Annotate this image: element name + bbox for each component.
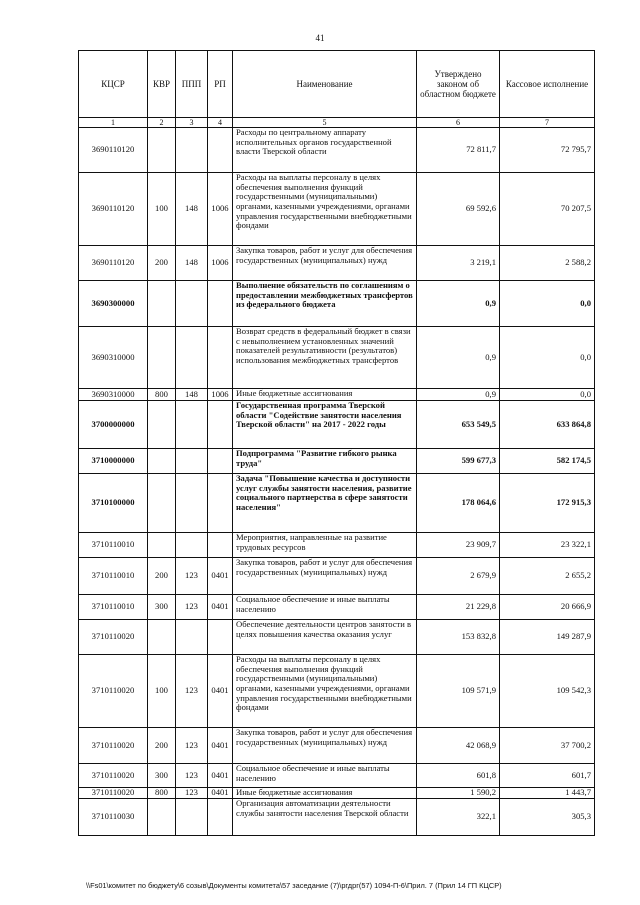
table-row [79,728,595,764]
executed-amount-cell: 2 655,2 [500,558,595,595]
approved-amount-cell: 0,9 [417,281,500,327]
approved-amount-cell: 0,9 [417,389,500,401]
header-ppp: ППП [176,51,208,118]
executed-amount-cell: 2 588,2 [500,246,595,281]
rp-cell: 0401 [208,558,233,595]
approved-amount-cell: 653 549,5 [417,401,500,449]
name-cell: Расходы по центральному аппарату исполнительных органов государственной власти Тверской области [233,128,417,173]
ppp-cell: 148 [176,389,208,401]
approved-amount-cell: 69 592,6 [417,173,500,246]
approved-amount-cell: 21 229,8 [417,595,500,620]
executed-amount-cell: 172 915,3 [500,474,595,533]
ppp-cell: 148 [176,246,208,281]
rp-cell [208,401,233,449]
kcsr-cell: 3710110010 [79,558,148,595]
ppp-cell [176,281,208,327]
kvr-cell [148,799,176,836]
header-rp: РП [208,51,233,118]
kcsr-cell: 3690110120 [79,128,148,173]
column-number: 2 [148,118,176,128]
kcsr-cell: 3700000000 [79,401,148,449]
header-kvr: КВР [148,51,176,118]
approved-amount-cell: 1 590,2 [417,788,500,799]
table-row [79,327,595,389]
kcsr-cell: 3710110020 [79,728,148,764]
kvr-cell: 300 [148,764,176,788]
page-number: 41 [315,33,325,43]
header-approved: Утверждено законом об областном бюджете [417,51,500,118]
executed-amount-cell: 0,0 [500,281,595,327]
approved-amount-cell: 109 571,9 [417,655,500,728]
approved-amount-cell: 178 064,6 [417,474,500,533]
executed-amount-cell: 149 287,9 [500,620,595,655]
kcsr-cell: 3690300000 [79,281,148,327]
executed-amount-cell: 20 666,9 [500,595,595,620]
header-executed: Кассовое исполнение [500,51,595,118]
ppp-cell: 123 [176,764,208,788]
kvr-cell [148,401,176,449]
kvr-cell [148,449,176,474]
kcsr-cell: 3710110020 [79,620,148,655]
ppp-cell: 148 [176,173,208,246]
executed-amount-cell: 70 207,5 [500,173,595,246]
approved-amount-cell: 599 677,3 [417,449,500,474]
budget-table [78,50,595,836]
approved-amount-cell: 153 832,8 [417,620,500,655]
rp-cell: 0401 [208,788,233,799]
kvr-cell: 800 [148,788,176,799]
executed-amount-cell: 109 542,3 [500,655,595,728]
kcsr-cell: 3690310000 [79,389,148,401]
rp-cell: 1006 [208,173,233,246]
column-number: 6 [417,118,500,128]
kvr-cell: 100 [148,655,176,728]
name-cell: Организация автоматизации деятельности службы занятости населения Тверской области [233,799,417,836]
kcsr-cell: 3710100000 [79,474,148,533]
table-row [79,595,595,620]
approved-amount-cell: 322,1 [417,799,500,836]
ppp-cell [176,620,208,655]
kcsr-cell: 3710110010 [79,595,148,620]
name-cell: Расходы на выплаты персоналу в целях обеспечения выполнения функций государственными (муниципальными) органами, казенными учреждениями, органами управления государственными внебюджетными фондами [233,655,417,728]
name-cell: Закупка товаров, работ и услуг для обеспечения государственных (муниципальных) нужд [233,246,417,281]
table-row [79,799,595,836]
kcsr-cell: 3690110120 [79,246,148,281]
table-row [79,764,595,788]
kvr-cell: 300 [148,595,176,620]
rp-cell: 0401 [208,655,233,728]
ppp-cell: 123 [176,558,208,595]
kcsr-cell: 3690110120 [79,173,148,246]
approved-amount-cell: 2 679,9 [417,558,500,595]
ppp-cell [176,474,208,533]
kcsr-cell: 3710000000 [79,449,148,474]
executed-amount-cell: 601,7 [500,764,595,788]
name-cell: Государственная программа Тверской области "Содействие занятости населения Тверской области" на 2017 - 2022 годы [233,401,417,449]
kvr-cell: 200 [148,246,176,281]
rp-cell: 0401 [208,728,233,764]
table-row [79,128,595,173]
ppp-cell [176,401,208,449]
kcsr-cell: 3710110010 [79,533,148,558]
ppp-cell [176,128,208,173]
rp-cell: 0401 [208,764,233,788]
table-row [79,558,595,595]
kvr-cell [148,327,176,389]
name-cell: Подпрограмма "Развитие гибкого рынка труда" [233,449,417,474]
table-row [79,449,595,474]
rp-cell: 1006 [208,389,233,401]
table-row [79,533,595,558]
kvr-cell [148,128,176,173]
rp-cell [208,533,233,558]
column-number: 7 [500,118,595,128]
rp-cell [208,799,233,836]
rp-cell: 0401 [208,595,233,620]
kvr-cell: 800 [148,389,176,401]
name-cell: Иные бюджетные ассигнования [233,389,417,401]
table-row [79,620,595,655]
approved-amount-cell: 72 811,7 [417,128,500,173]
header-row [79,51,595,118]
name-cell: Закупка товаров, работ и услуг для обеспечения государственных (муниципальных) нужд [233,558,417,595]
header-name: Наименование [233,51,417,118]
name-cell: Расходы на выплаты персоналу в целях обеспечения выполнения функций государственными (муниципальными) органами, казенными учреждениями, органами управления государственными внебюджетными фондами [233,173,417,246]
kvr-cell [148,620,176,655]
ppp-cell [176,327,208,389]
approved-amount-cell: 23 909,7 [417,533,500,558]
name-cell: Обеспечение деятельности центров занятости в целях повышения качества оказания услуг [233,620,417,655]
column-number: 4 [208,118,233,128]
table-row [79,788,595,799]
rp-cell [208,128,233,173]
name-cell: Социальное обеспечение и иные выплаты населению [233,764,417,788]
name-cell: Социальное обеспечение и иные выплаты населению [233,595,417,620]
kcsr-cell: 3690310000 [79,327,148,389]
column-number-row [79,118,595,128]
table-row [79,389,595,401]
kcsr-cell: 3710110030 [79,799,148,836]
table-row [79,173,595,246]
kvr-cell: 100 [148,173,176,246]
column-number: 1 [79,118,148,128]
rp-cell: 1006 [208,246,233,281]
kcsr-cell: 3710110020 [79,655,148,728]
footer-file-path: \\Fs01\комитет по бюджету\6 созыв\Документы комитета\57 заседание (7)\ргдрг(57) 1094-П-6\Прил. 7 (Прил 14 ГП КЦСР) [86,881,502,890]
name-cell: Задача "Повышение качества и доступности услуг службы занятости населения, развитие социального партнерства в сфере занятости населения" [233,474,417,533]
table-row [79,655,595,728]
table-row [79,246,595,281]
executed-amount-cell: 0,0 [500,389,595,401]
header-kcsr: КЦСР [79,51,148,118]
ppp-cell: 123 [176,655,208,728]
kvr-cell: 200 [148,558,176,595]
name-cell: Возврат средств в федеральный бюджет в связи с невыполнением установленных значений показателей результативности (результатов) использования межбюджетных трансфертов [233,327,417,389]
executed-amount-cell: 37 700,2 [500,728,595,764]
kvr-cell: 200 [148,728,176,764]
approved-amount-cell: 42 068,9 [417,728,500,764]
name-cell: Выполнение обязательств по соглашениям о предоставлении межбюджетных трансфертов из федерального бюджета [233,281,417,327]
kcsr-cell: 3710110020 [79,764,148,788]
ppp-cell [176,799,208,836]
approved-amount-cell: 0,9 [417,327,500,389]
executed-amount-cell: 305,3 [500,799,595,836]
executed-amount-cell: 72 795,7 [500,128,595,173]
ppp-cell: 123 [176,788,208,799]
rp-cell [208,620,233,655]
name-cell: Закупка товаров, работ и услуг для обеспечения государственных (муниципальных) нужд [233,728,417,764]
name-cell: Иные бюджетные ассигнования [233,788,417,799]
column-number: 5 [233,118,417,128]
executed-amount-cell: 1 443,7 [500,788,595,799]
ppp-cell [176,533,208,558]
kvr-cell [148,281,176,327]
executed-amount-cell: 23 322,1 [500,533,595,558]
table-row [79,281,595,327]
rp-cell [208,327,233,389]
executed-amount-cell: 633 864,8 [500,401,595,449]
rp-cell [208,281,233,327]
rp-cell [208,449,233,474]
approved-amount-cell: 3 219,1 [417,246,500,281]
kcsr-cell: 3710110020 [79,788,148,799]
ppp-cell: 123 [176,595,208,620]
table-row [79,401,595,449]
name-cell: Мероприятия, направленные на развитие трудовых ресурсов [233,533,417,558]
kvr-cell [148,533,176,558]
table-row [79,474,595,533]
approved-amount-cell: 601,8 [417,764,500,788]
kvr-cell [148,474,176,533]
executed-amount-cell: 582 174,5 [500,449,595,474]
executed-amount-cell: 0,0 [500,327,595,389]
ppp-cell [176,449,208,474]
ppp-cell: 123 [176,728,208,764]
column-number: 3 [176,118,208,128]
rp-cell [208,474,233,533]
